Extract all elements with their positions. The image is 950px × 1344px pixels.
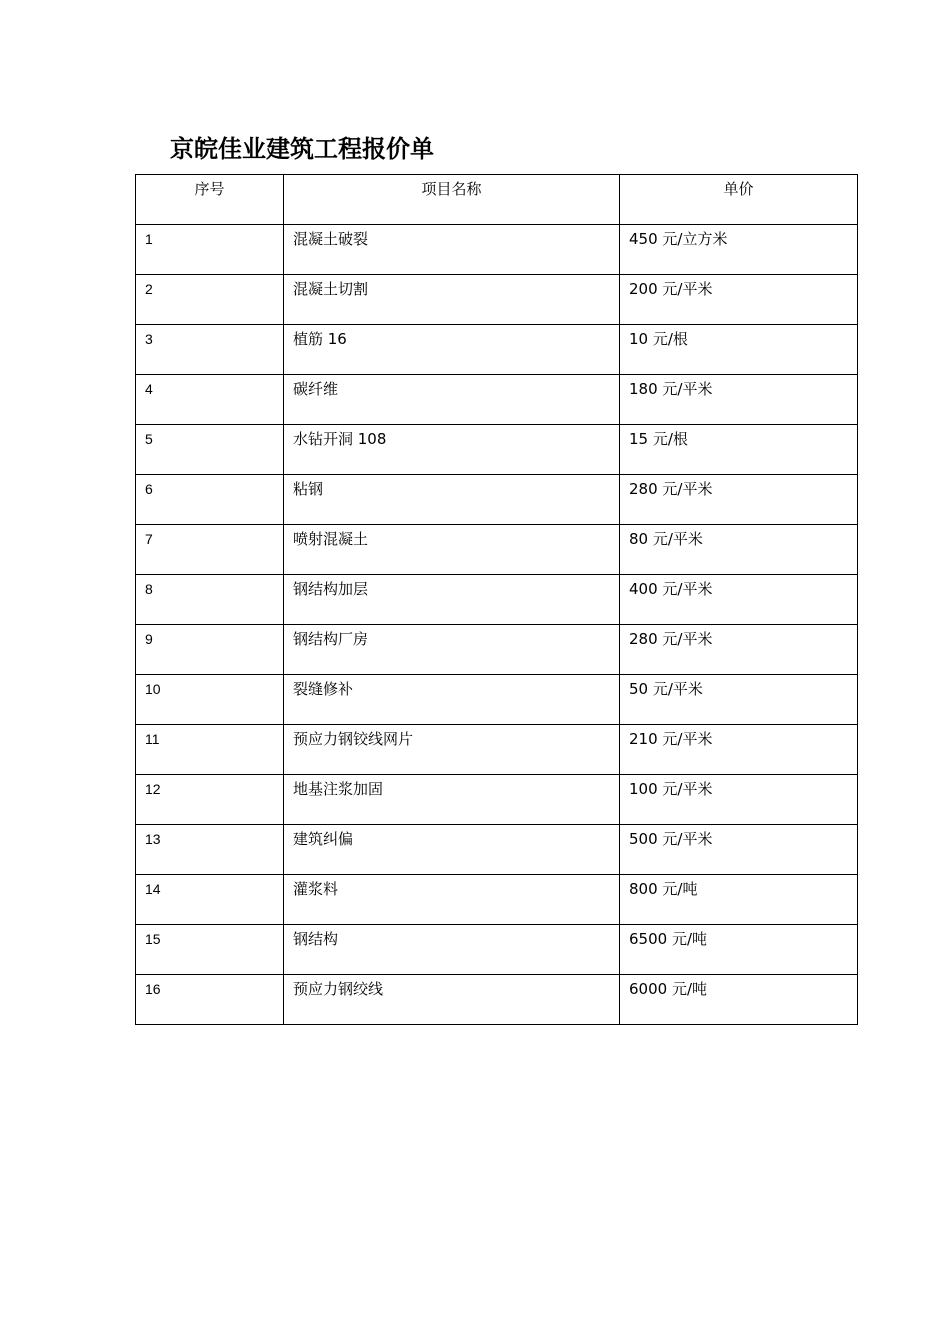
table-row	[136, 375, 858, 425]
cell-unit-price: 200 元/平米	[620, 275, 858, 325]
cell-item-name: 植筋 16	[284, 325, 620, 375]
table-row	[136, 725, 858, 775]
header-serial-number: 序号	[136, 175, 284, 225]
table-row	[136, 775, 858, 825]
table-header	[136, 175, 858, 225]
cell-item-name: 钢结构厂房	[284, 625, 620, 675]
table-row	[136, 925, 858, 975]
cell-unit-price: 50 元/平米	[620, 675, 858, 725]
table-row	[136, 275, 858, 325]
cell-serial-number: 5	[136, 425, 284, 475]
header-unit-price: 单价	[620, 175, 858, 225]
cell-serial-number: 9	[136, 625, 284, 675]
cell-unit-price: 15 元/根	[620, 425, 858, 475]
cell-item-name: 水钻开洞 108	[284, 425, 620, 475]
cell-unit-price: 100 元/平米	[620, 775, 858, 825]
table-row	[136, 475, 858, 525]
cell-item-name: 建筑纠偏	[284, 825, 620, 875]
header-row	[136, 175, 858, 225]
cell-serial-number: 6	[136, 475, 284, 525]
cell-serial-number: 16	[136, 975, 284, 1025]
cell-unit-price: 6500 元/吨	[620, 925, 858, 975]
cell-item-name: 预应力钢铰线网片	[284, 725, 620, 775]
cell-serial-number: 3	[136, 325, 284, 375]
cell-serial-number: 7	[136, 525, 284, 575]
table-row	[136, 875, 858, 925]
cell-serial-number: 12	[136, 775, 284, 825]
table-row	[136, 975, 858, 1025]
cell-item-name: 地基注浆加固	[284, 775, 620, 825]
cell-unit-price: 80 元/平米	[620, 525, 858, 575]
table-row	[136, 225, 858, 275]
table-row	[136, 575, 858, 625]
cell-item-name: 混凝土切割	[284, 275, 620, 325]
cell-unit-price: 280 元/平米	[620, 625, 858, 675]
cell-item-name: 钢结构加层	[284, 575, 620, 625]
table-row	[136, 675, 858, 725]
cell-item-name: 灌浆料	[284, 875, 620, 925]
cell-serial-number: 14	[136, 875, 284, 925]
quote-table	[135, 174, 858, 1025]
cell-item-name: 粘钢	[284, 475, 620, 525]
cell-serial-number: 4	[136, 375, 284, 425]
cell-item-name: 钢结构	[284, 925, 620, 975]
table-row	[136, 325, 858, 375]
cell-serial-number: 1	[136, 225, 284, 275]
cell-item-name: 喷射混凝土	[284, 525, 620, 575]
cell-unit-price: 450 元/立方米	[620, 225, 858, 275]
table-row	[136, 825, 858, 875]
cell-serial-number: 10	[136, 675, 284, 725]
table-row	[136, 425, 858, 475]
table-body	[136, 225, 858, 1025]
cell-unit-price: 400 元/平米	[620, 575, 858, 625]
table-row	[136, 525, 858, 575]
cell-serial-number: 2	[136, 275, 284, 325]
cell-unit-price: 180 元/平米	[620, 375, 858, 425]
cell-item-name: 混凝土破裂	[284, 225, 620, 275]
header-item-name: 项目名称	[284, 175, 620, 225]
cell-serial-number: 11	[136, 725, 284, 775]
cell-unit-price: 10 元/根	[620, 325, 858, 375]
table-row	[136, 625, 858, 675]
cell-item-name: 裂缝修补	[284, 675, 620, 725]
document-title: 京皖佳业建筑工程报价单	[170, 135, 434, 163]
cell-unit-price: 280 元/平米	[620, 475, 858, 525]
cell-serial-number: 13	[136, 825, 284, 875]
cell-serial-number: 8	[136, 575, 284, 625]
cell-unit-price: 800 元/吨	[620, 875, 858, 925]
cell-item-name: 碳纤维	[284, 375, 620, 425]
cell-item-name: 预应力钢绞线	[284, 975, 620, 1025]
cell-unit-price: 6000 元/吨	[620, 975, 858, 1025]
cell-serial-number: 15	[136, 925, 284, 975]
cell-unit-price: 210 元/平米	[620, 725, 858, 775]
cell-unit-price: 500 元/平米	[620, 825, 858, 875]
